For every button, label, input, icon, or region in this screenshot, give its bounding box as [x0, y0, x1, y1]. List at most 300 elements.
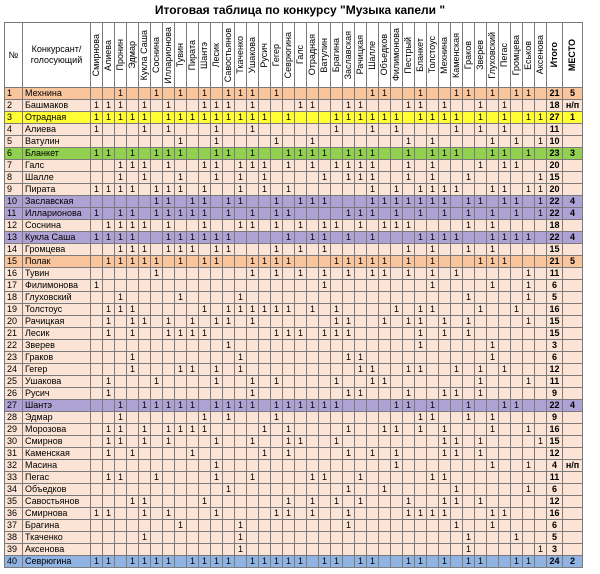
- vote-cell: 1: [439, 100, 451, 112]
- vote-cell: [187, 172, 199, 184]
- vote-cell: [91, 412, 103, 424]
- vote-cell: [235, 256, 247, 268]
- vote-cell: [475, 484, 487, 496]
- vote-cell: [499, 352, 511, 364]
- vote-cell: 1: [127, 256, 139, 268]
- vote-cell: 1: [319, 232, 331, 244]
- vote-cell: [199, 400, 211, 412]
- vote-cell: [115, 556, 127, 568]
- vote-cell: 1: [103, 304, 115, 316]
- vote-cell: 1: [91, 508, 103, 520]
- vote-cell: 1: [235, 304, 247, 316]
- vote-cell: [391, 232, 403, 244]
- vote-cell: 1: [535, 172, 547, 184]
- vote-cell: [403, 88, 415, 100]
- contestant-name: Шантэ: [23, 400, 91, 412]
- vote-cell: [499, 208, 511, 220]
- vote-cell: [403, 532, 415, 544]
- vote-cell: 1: [379, 88, 391, 100]
- row-place: [563, 136, 583, 148]
- vote-cell: 1: [175, 520, 187, 532]
- vote-cell: [343, 376, 355, 388]
- table-row: [5, 472, 583, 484]
- vote-cell: 1: [247, 304, 259, 316]
- vote-cell: [223, 160, 235, 172]
- vote-cell: [331, 472, 343, 484]
- vote-cell: [427, 220, 439, 232]
- vote-cell: 1: [283, 148, 295, 160]
- vote-cell: [295, 304, 307, 316]
- row-total: 16: [547, 304, 563, 316]
- vote-cell: [499, 304, 511, 316]
- vote-cell: [163, 292, 175, 304]
- vote-cell: [187, 508, 199, 520]
- vote-cell: [259, 472, 271, 484]
- header-voter: [523, 23, 535, 88]
- vote-cell: 1: [259, 556, 271, 568]
- vote-cell: 1: [271, 376, 283, 388]
- vote-cell: [403, 424, 415, 436]
- voter-label: Объедков: [379, 34, 389, 76]
- vote-cell: 1: [499, 232, 511, 244]
- vote-cell: [91, 436, 103, 448]
- row-number: 37: [5, 520, 23, 532]
- vote-cell: 1: [367, 448, 379, 460]
- vote-cell: [415, 472, 427, 484]
- vote-cell: 1: [139, 160, 151, 172]
- vote-cell: [175, 340, 187, 352]
- vote-cell: 1: [247, 472, 259, 484]
- vote-cell: [151, 220, 163, 232]
- vote-cell: 1: [403, 400, 415, 412]
- vote-cell: [499, 412, 511, 424]
- vote-cell: [235, 472, 247, 484]
- vote-cell: 1: [211, 136, 223, 148]
- vote-cell: [163, 172, 175, 184]
- vote-cell: 1: [403, 196, 415, 208]
- vote-cell: [235, 460, 247, 472]
- vote-cell: [175, 196, 187, 208]
- vote-cell: 1: [475, 388, 487, 400]
- vote-cell: 1: [439, 208, 451, 220]
- vote-cell: 1: [127, 352, 139, 364]
- vote-cell: [139, 208, 151, 220]
- vote-cell: 1: [127, 184, 139, 196]
- vote-cell: 1: [511, 400, 523, 412]
- vote-cell: [355, 280, 367, 292]
- vote-cell: [511, 496, 523, 508]
- vote-cell: [487, 472, 499, 484]
- vote-cell: [151, 304, 163, 316]
- vote-cell: 1: [355, 172, 367, 184]
- contestant-name: Заславская: [23, 196, 91, 208]
- vote-cell: 1: [91, 280, 103, 292]
- vote-cell: [499, 448, 511, 460]
- vote-cell: [439, 124, 451, 136]
- vote-cell: [475, 544, 487, 556]
- vote-cell: 1: [343, 268, 355, 280]
- vote-cell: [259, 220, 271, 232]
- vote-cell: 1: [91, 148, 103, 160]
- vote-cell: [223, 544, 235, 556]
- vote-cell: [499, 268, 511, 280]
- vote-cell: [355, 340, 367, 352]
- vote-cell: [175, 556, 187, 568]
- vote-cell: 1: [439, 448, 451, 460]
- table-row: [5, 160, 583, 172]
- vote-cell: 1: [187, 328, 199, 340]
- vote-cell: [475, 352, 487, 364]
- contestant-name: Ватулин: [23, 136, 91, 148]
- vote-cell: [367, 496, 379, 508]
- vote-cell: 1: [187, 232, 199, 244]
- vote-cell: [127, 532, 139, 544]
- vote-cell: [451, 136, 463, 148]
- vote-cell: [103, 484, 115, 496]
- vote-cell: 1: [487, 460, 499, 472]
- vote-cell: [307, 448, 319, 460]
- vote-cell: [379, 436, 391, 448]
- vote-cell: 1: [187, 196, 199, 208]
- vote-cell: 1: [163, 400, 175, 412]
- table-row: [5, 268, 583, 280]
- vote-cell: [271, 364, 283, 376]
- vote-cell: 1: [211, 244, 223, 256]
- row-place: 5: [563, 256, 583, 268]
- vote-cell: 1: [247, 400, 259, 412]
- vote-cell: [271, 472, 283, 484]
- vote-cell: [391, 352, 403, 364]
- vote-cell: [259, 328, 271, 340]
- vote-cell: [319, 352, 331, 364]
- vote-cell: [331, 340, 343, 352]
- vote-cell: [331, 148, 343, 160]
- vote-cell: [487, 436, 499, 448]
- vote-cell: 1: [439, 112, 451, 124]
- vote-cell: 1: [283, 304, 295, 316]
- vote-cell: [523, 136, 535, 148]
- vote-cell: [127, 544, 139, 556]
- vote-cell: [271, 148, 283, 160]
- vote-cell: [451, 292, 463, 304]
- vote-cell: [475, 520, 487, 532]
- vote-cell: [391, 172, 403, 184]
- vote-cell: [259, 376, 271, 388]
- row-total: 22: [547, 208, 563, 220]
- vote-cell: [499, 532, 511, 544]
- vote-cell: 1: [151, 184, 163, 196]
- table-row: [5, 376, 583, 388]
- vote-cell: [391, 544, 403, 556]
- vote-cell: 1: [487, 244, 499, 256]
- vote-cell: [535, 88, 547, 100]
- vote-cell: [499, 556, 511, 568]
- vote-cell: 1: [331, 328, 343, 340]
- vote-cell: [499, 460, 511, 472]
- vote-cell: [223, 460, 235, 472]
- vote-cell: 1: [139, 532, 151, 544]
- vote-cell: [187, 376, 199, 388]
- header-voter: [343, 23, 355, 88]
- row-total: 12: [547, 364, 563, 376]
- vote-cell: [235, 388, 247, 400]
- vote-cell: 1: [403, 268, 415, 280]
- vote-cell: [535, 388, 547, 400]
- voter-label: Севрюгина: [283, 31, 293, 79]
- vote-cell: 1: [235, 292, 247, 304]
- vote-cell: 1: [175, 208, 187, 220]
- vote-cell: [535, 412, 547, 424]
- vote-cell: [211, 292, 223, 304]
- contestant-name: Гегер: [23, 364, 91, 376]
- vote-cell: [379, 148, 391, 160]
- vote-cell: [511, 100, 523, 112]
- vote-cell: [511, 220, 523, 232]
- vote-cell: [151, 160, 163, 172]
- vote-cell: 1: [463, 400, 475, 412]
- vote-cell: [259, 244, 271, 256]
- vote-cell: 1: [115, 472, 127, 484]
- vote-cell: [367, 388, 379, 400]
- vote-cell: 1: [163, 556, 175, 568]
- vote-cell: 1: [223, 148, 235, 160]
- vote-cell: 1: [115, 412, 127, 424]
- vote-cell: [259, 484, 271, 496]
- vote-cell: [223, 520, 235, 532]
- vote-cell: [283, 88, 295, 100]
- vote-cell: [391, 88, 403, 100]
- vote-cell: [487, 160, 499, 172]
- vote-cell: [139, 268, 151, 280]
- vote-cell: [283, 472, 295, 484]
- vote-cell: [439, 520, 451, 532]
- row-total: 12: [547, 448, 563, 460]
- vote-cell: [259, 100, 271, 112]
- vote-cell: [439, 244, 451, 256]
- vote-cell: [91, 196, 103, 208]
- vote-cell: [451, 100, 463, 112]
- vote-cell: [511, 508, 523, 520]
- table-row: [5, 172, 583, 184]
- vote-cell: [463, 460, 475, 472]
- vote-cell: 1: [163, 316, 175, 328]
- vote-cell: [379, 472, 391, 484]
- vote-cell: 1: [331, 496, 343, 508]
- vote-cell: [139, 484, 151, 496]
- vote-cell: [391, 268, 403, 280]
- vote-cell: [259, 508, 271, 520]
- vote-cell: [319, 508, 331, 520]
- vote-cell: 1: [163, 184, 175, 196]
- vote-cell: [199, 340, 211, 352]
- table-row: [5, 316, 583, 328]
- vote-cell: [451, 160, 463, 172]
- vote-cell: [427, 436, 439, 448]
- vote-cell: 1: [211, 160, 223, 172]
- vote-cell: [379, 304, 391, 316]
- vote-cell: [331, 280, 343, 292]
- vote-cell: 1: [307, 304, 319, 316]
- vote-cell: 1: [223, 412, 235, 424]
- vote-cell: 1: [415, 88, 427, 100]
- row-number: 40: [5, 556, 23, 568]
- vote-cell: [463, 112, 475, 124]
- vote-cell: [283, 172, 295, 184]
- vote-cell: [115, 520, 127, 532]
- vote-cell: 1: [247, 268, 259, 280]
- vote-cell: [367, 340, 379, 352]
- vote-cell: 1: [355, 364, 367, 376]
- voter-label: Глуховский: [487, 31, 497, 79]
- header-voter: [211, 23, 223, 88]
- row-total: 15: [547, 436, 563, 448]
- vote-cell: [127, 172, 139, 184]
- vote-cell: 1: [247, 316, 259, 328]
- vote-cell: [511, 340, 523, 352]
- vote-cell: [211, 208, 223, 220]
- vote-cell: [91, 448, 103, 460]
- header-voter: [499, 23, 511, 88]
- vote-cell: 1: [475, 496, 487, 508]
- contestant-name: Эдмар: [23, 412, 91, 424]
- vote-cell: 1: [295, 268, 307, 280]
- vote-cell: 1: [295, 148, 307, 160]
- vote-cell: [151, 328, 163, 340]
- vote-cell: 1: [187, 244, 199, 256]
- vote-cell: 1: [199, 220, 211, 232]
- vote-cell: [223, 292, 235, 304]
- row-total: 9: [547, 388, 563, 400]
- vote-cell: [427, 352, 439, 364]
- vote-cell: 1: [139, 424, 151, 436]
- vote-cell: [499, 544, 511, 556]
- vote-cell: [307, 292, 319, 304]
- vote-cell: [259, 124, 271, 136]
- vote-cell: [127, 100, 139, 112]
- vote-cell: 1: [271, 256, 283, 268]
- vote-cell: [115, 496, 127, 508]
- vote-cell: 1: [283, 112, 295, 124]
- vote-cell: [451, 304, 463, 316]
- vote-cell: [199, 520, 211, 532]
- vote-cell: [259, 364, 271, 376]
- vote-cell: [535, 364, 547, 376]
- vote-cell: 1: [391, 184, 403, 196]
- vote-cell: [379, 544, 391, 556]
- header-row: [5, 23, 583, 88]
- vote-cell: 1: [199, 112, 211, 124]
- vote-cell: [151, 100, 163, 112]
- vote-cell: [379, 100, 391, 112]
- vote-cell: 1: [415, 208, 427, 220]
- vote-cell: [187, 532, 199, 544]
- vote-cell: 1: [487, 412, 499, 424]
- vote-cell: [187, 412, 199, 424]
- vote-cell: 1: [499, 508, 511, 520]
- vote-cell: 1: [163, 196, 175, 208]
- vote-cell: [235, 556, 247, 568]
- vote-cell: [271, 448, 283, 460]
- vote-cell: 1: [511, 160, 523, 172]
- vote-cell: 1: [247, 124, 259, 136]
- vote-cell: 1: [415, 232, 427, 244]
- vote-cell: [175, 388, 187, 400]
- vote-cell: 1: [427, 196, 439, 208]
- vote-cell: [535, 400, 547, 412]
- row-number: 13: [5, 232, 23, 244]
- row-total: 3: [547, 340, 563, 352]
- vote-cell: 1: [103, 232, 115, 244]
- vote-cell: [139, 292, 151, 304]
- vote-cell: [163, 388, 175, 400]
- vote-cell: 1: [427, 232, 439, 244]
- vote-cell: 1: [295, 244, 307, 256]
- vote-cell: 1: [103, 100, 115, 112]
- vote-cell: [115, 136, 127, 148]
- vote-cell: 1: [211, 112, 223, 124]
- vote-cell: [163, 532, 175, 544]
- vote-cell: 1: [103, 328, 115, 340]
- header-voter: [367, 23, 379, 88]
- vote-cell: 1: [223, 208, 235, 220]
- vote-cell: 1: [175, 88, 187, 100]
- row-total: 6: [547, 352, 563, 364]
- vote-cell: [463, 520, 475, 532]
- vote-cell: [127, 124, 139, 136]
- vote-cell: 1: [379, 376, 391, 388]
- place-label: МЕСТО: [567, 38, 577, 72]
- vote-cell: [211, 220, 223, 232]
- vote-cell: [535, 496, 547, 508]
- vote-cell: [223, 280, 235, 292]
- vote-cell: [367, 244, 379, 256]
- vote-cell: 1: [211, 400, 223, 412]
- vote-cell: [487, 556, 499, 568]
- vote-cell: 1: [475, 436, 487, 448]
- vote-cell: [271, 484, 283, 496]
- vote-cell: 1: [139, 256, 151, 268]
- vote-cell: [103, 400, 115, 412]
- vote-cell: [439, 376, 451, 388]
- vote-cell: [283, 196, 295, 208]
- vote-cell: 1: [511, 532, 523, 544]
- vote-cell: [235, 136, 247, 148]
- vote-cell: 1: [439, 328, 451, 340]
- vote-cell: [103, 88, 115, 100]
- vote-cell: [127, 268, 139, 280]
- vote-cell: 1: [487, 340, 499, 352]
- vote-cell: 1: [367, 124, 379, 136]
- vote-cell: [319, 304, 331, 316]
- vote-cell: [415, 436, 427, 448]
- vote-cell: 1: [103, 376, 115, 388]
- row-number: 22: [5, 340, 23, 352]
- vote-cell: [343, 412, 355, 424]
- vote-cell: [151, 436, 163, 448]
- vote-cell: [439, 544, 451, 556]
- vote-cell: [127, 436, 139, 448]
- vote-cell: [259, 496, 271, 508]
- vote-cell: 1: [523, 280, 535, 292]
- voter-label: Ватулин: [319, 37, 329, 73]
- vote-cell: 1: [355, 472, 367, 484]
- vote-cell: [427, 424, 439, 436]
- vote-cell: 1: [223, 556, 235, 568]
- vote-cell: [355, 136, 367, 148]
- vote-cell: [403, 232, 415, 244]
- vote-cell: 1: [403, 172, 415, 184]
- vote-cell: [91, 484, 103, 496]
